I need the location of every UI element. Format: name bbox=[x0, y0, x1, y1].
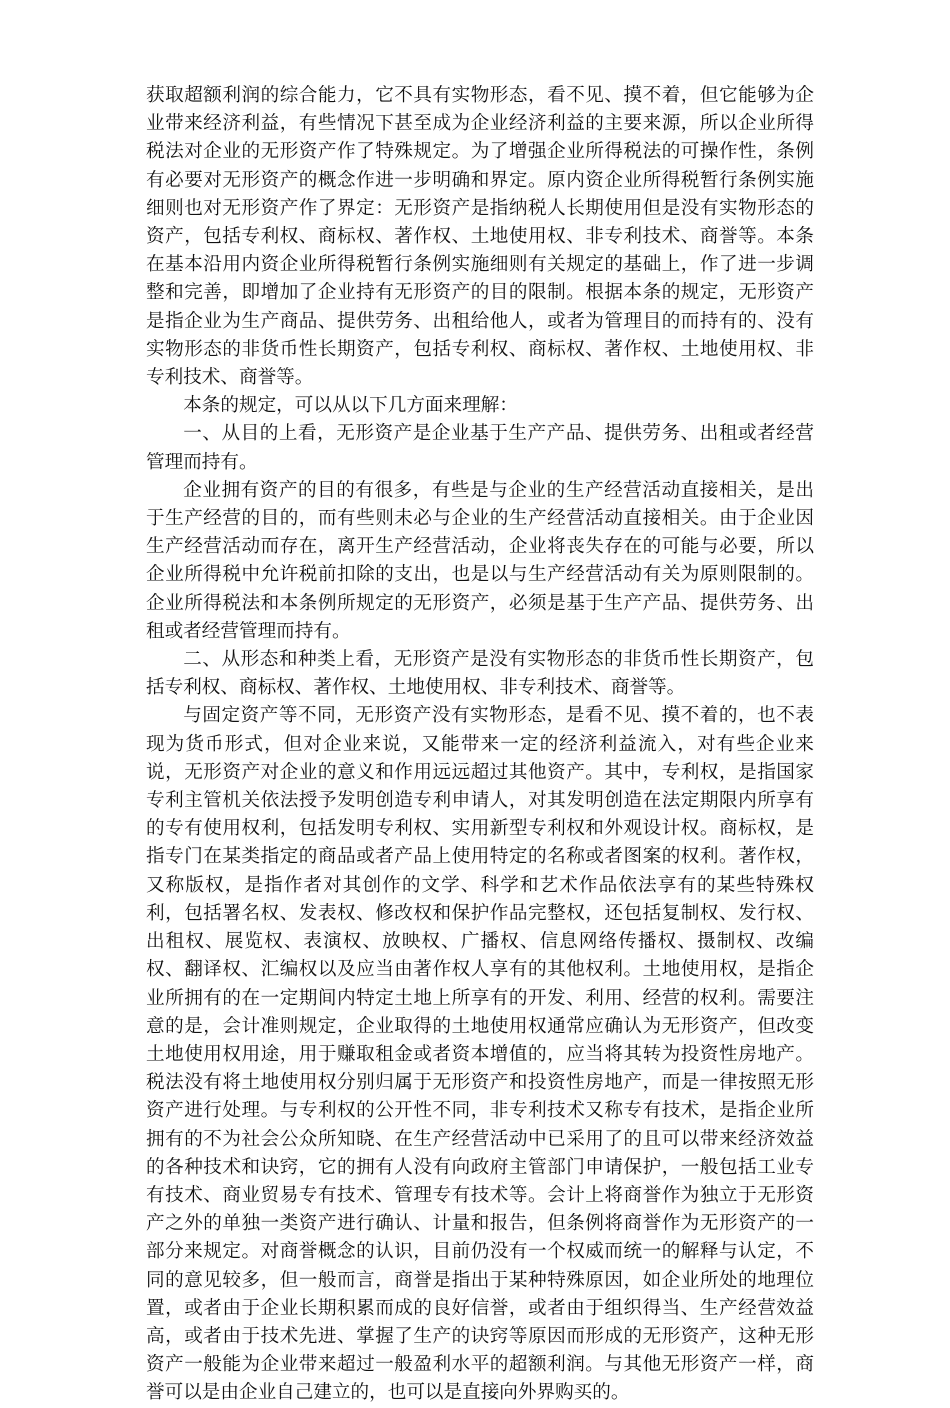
paragraph-continuation: 获取超额利润的综合能力，它不具有实物形态，看不见、摸不着，但它能够为企业带来经济利益，有些情况下甚至成为企业经济利益的主要来源，所以企业所得税法对企业的无形资产作了特殊规定。为了增强企业所得税法的可操作性，条例有必要对无形资产的概念作进一步明确和界定。原内资企业所得税暂行条例实施细则也对无形资产作了界定：无形资产是指纳税人长期使用但是没有实物形态的资产，包括专利权、商标权、著作权、土地使用权、非专利技术、商誉等。本条在基本沿用内资企业所得税暂行条例实施细则有关规定的基础上，作了进一步调整和完善，即增加了企业持有无形资产的目的限制。根据本条的规定，无形资产是指企业为生产商品、提供劳务、出租给他人，或者为管理目的而持有的、没有实物形态的非货币性长期资产，包括专利权、商标权、著作权、土地使用权、非专利技术、商誉等。 bbox=[146, 85, 814, 389]
paragraph-purpose-detail: 企业拥有资产的目的有很多，有些是与企业的生产经营活动直接相关，是出于生产经营的目的，而有些则未必与企业的生产经营活动直接相关。由于企业因生产经营活动而存在，离开生产经营活动，企业将丧失存在的可能与必要，所以企业所得税中允许税前扣除的支出，也是以与生产经营活动有关为原则限制的。企业所得税法和本条例所规定的无形资产，必须是基于生产产品、提供劳务、出租或者经营管理而持有。 bbox=[146, 479, 814, 642]
paragraph-point-two: 二、从形态和种类上看，无形资产是没有实物形态的非货币性长期资产，包括专利权、商标权、著作权、土地使用权、非专利技术、商誉等。 bbox=[146, 649, 814, 699]
paragraph-point-one: 一、从目的上看，无形资产是企业基于生产产品、提供劳务、出租或者经营管理而持有。 bbox=[146, 423, 814, 473]
document-page bbox=[146, 82, 814, 1408]
paragraph-intro: 本条的规定，可以从以下几方面来理解： bbox=[183, 395, 518, 417]
paragraph-types-detail: 与固定资产等不同，无形资产没有实物形态，是看不见、摸不着的，也不表现为货币形式，但对企业来说，又能带来一定的经济利益流入，对有些企业来说，无形资产对企业的意义和作用远远超过其他资产。其中，专利权，是指国家专利主管机关依法授予发明创造专利申请人，对其发明创造在法定期限内所享有的专有使用权利，包括发明专利权、实用新型专利权和外观设计权。商标权，是指专门在某类指定的商品或者产品上使用特定的名称或者图案的权利。著作权，又称版权，是指作者对其创作的文学、科学和艺术作品依法享有的某些特殊权利，包括署名权、发表权、修改权和保护作品完整权，还包括复制权、发行权、出租权、展览权、表演权、放映权、广播权、信息网络传播权、摄制权、改编权、翻译权、汇编权以及应当由著作权人享有的其他权利。土地使用权，是指企业所拥有的在一定期间内特定土地上所享有的开发、利用、经营的权利。需要注意的是，会计准则规定，企业取得的土地使用权通常应确认为无形资产，但改变土地使用权用途，用于赚取租金或者资本增值的，应当将其转为投资性房地产。税法没有将土地使用权分别归属于无形资产和投资性房地产，而是一律按照无形资产进行处理。与专利权的公开性不同，非专利技术又称专有技术，是指企业所拥有的不为社会公众所知晓、在生产经营活动中已采用了的且可以带来经济效益的各种技术和诀窍，它的拥有人没有向政府主管部门申请保护，一般包括工业专有技术、商业贸易专有技术、管理专有技术等。会计上将商誉作为独立于无形资产之外的单独一类资产进行确认、计量和报告，但条例将商誉作为无形资产的一部分来规定。对商誉概念的认识，目前仍没有一个权威而统一的解释与认定，不同的意见较多，但一般而言，商誉是指出于某种特殊原因，如企业所处的地理位置，或者由于企业长期积累而成的良好信誉，或者由于组织得当、生产经营效益高，或者由于技术先进、掌握了生产的诀窍等原因而形成的无形资产，这种无形资产一般能为企业带来超过一般盈利水平的超额利润。与其他无形资产一样，商誉可以是由企业自己建立的，也可以是直接向外界购买的。 bbox=[146, 705, 814, 1404]
